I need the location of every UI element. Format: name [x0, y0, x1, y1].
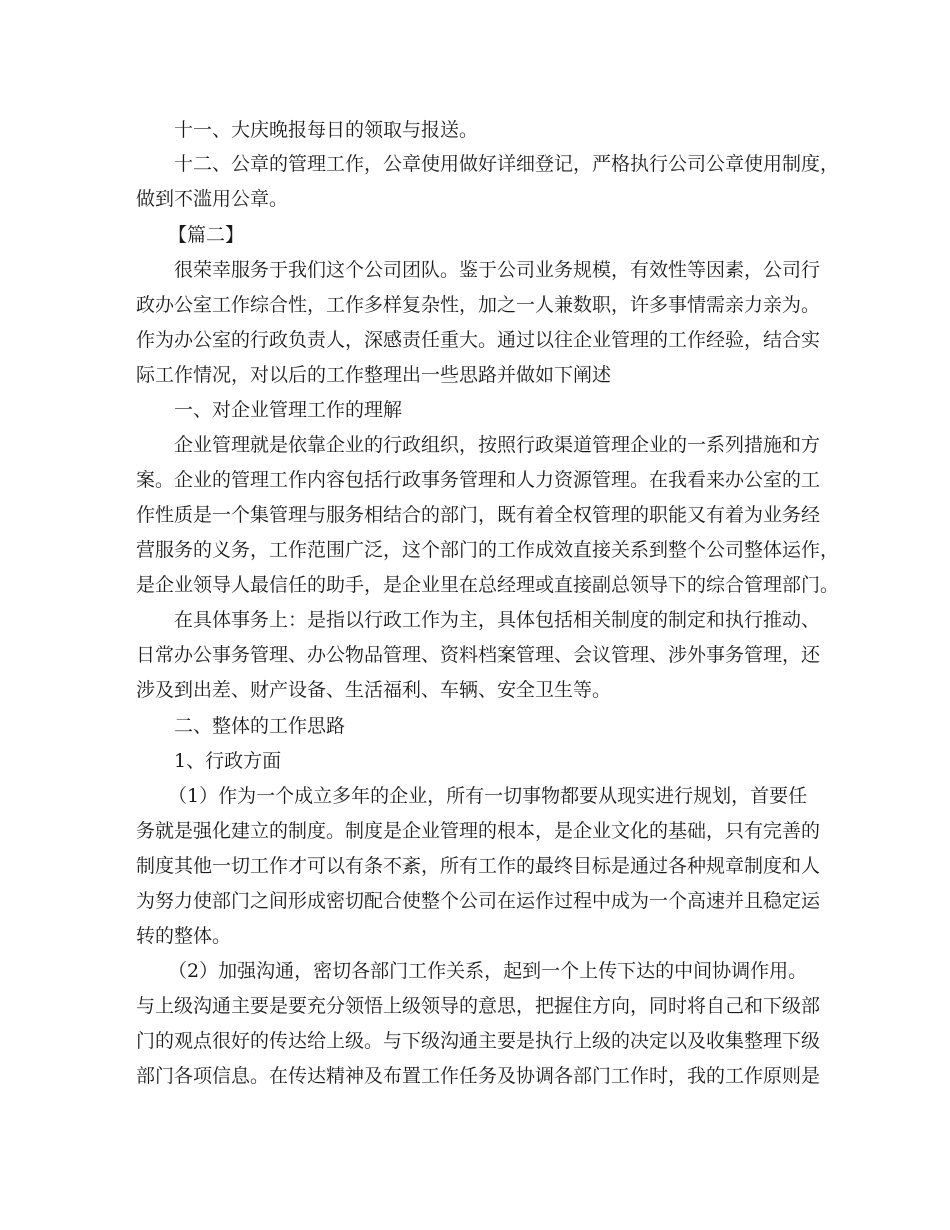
paragraph-line: 营服务的义务，工作范围广泛，这个部门的工作成效直接关系到整个公司整体运作，	[136, 539, 840, 561]
paragraph-line: 十一、大庆晚报每日的领取与报送。	[174, 119, 479, 141]
paragraph-line: 1、行政方面	[174, 750, 282, 772]
paragraph-line: 转的整体。	[136, 925, 232, 947]
paragraph-line: 作为办公室的行政负责人，深感责任重大。通过以往企业管理的工作经验，结合实	[136, 329, 821, 351]
paragraph-line: （2）加强沟通，密切各部门工作关系，起到一个上传下达的中间协调作用。	[168, 960, 808, 982]
paragraph-line: 日常办公事务管理、办公物品管理、资料档案管理、会议管理、涉外事务管理，还	[136, 644, 821, 666]
paragraph-line: 企业管理就是依靠企业的行政组织，按照行政渠道管理企业的一系列措施和方	[174, 434, 821, 456]
paragraph-line: 际工作情况，对以后的工作整理出一些思路并做如下阐述	[136, 364, 612, 386]
paragraph-line: 案。企业的管理工作内容包括行政事务管理和人力资源管理。在我看来办公室的工	[136, 469, 821, 491]
paragraph-line: 是企业领导人最信任的助手，是企业里在总经理或直接副总领导下的综合管理部门。	[136, 574, 840, 596]
paragraph-line: 门的观点很好的传达给上级。与下级沟通主要是执行上级的决定以及收集整理下级	[136, 1030, 821, 1052]
paragraph-line: 做到不滥用公章。	[136, 188, 289, 210]
paragraph-line: 二、整体的工作思路	[174, 715, 346, 737]
paragraph-line: 政办公室工作综合性，工作多样复杂性，加之一人兼数职，许多事情需亲力亲为。	[136, 294, 821, 316]
paragraph-line: 制度其他一切工作才可以有条不紊，所有工作的最终目标是通过各种规章制度和人	[136, 855, 821, 877]
paragraph-line: 十二、公章的管理工作，公章使用做好详细登记，严格执行公司公章使用制度，	[174, 153, 840, 175]
paragraph-line: 与上级沟通主要是要充分领悟上级领导的意思，把握住方向，同时将自己和下级部	[136, 995, 821, 1017]
paragraph-line: 务就是强化建立的制度。制度是企业管理的根本，是企业文化的基础，只有完善的	[136, 820, 821, 842]
paragraph-line: 一、对企业管理工作的理解	[174, 399, 403, 421]
section-heading: 【篇二】	[168, 224, 245, 246]
paragraph-line: 涉及到出差、财产设备、生活福利、车辆、安全卫生等。	[136, 679, 612, 701]
paragraph-line: 为努力使部门之间形成密切配合使整个公司在运作过程中成为一个高速并且稳定运	[136, 890, 821, 912]
paragraph-line: 部门各项信息。在传达精神及布置工作任务及协调各部门工作时，我的工作原则是	[136, 1065, 821, 1087]
paragraph-line: 很荣幸服务于我们这个公司团队。鉴于公司业务规模，有效性等因素，公司行	[174, 259, 821, 281]
paragraph-line: （1）作为一个成立多年的企业，所有一切事物都要从现实进行规划，首要任	[168, 785, 808, 807]
paragraph-line: 在具体事务上：是指以行政工作为主，具体包括相关制度的制定和执行推动、	[174, 609, 821, 631]
paragraph-line: 作性质是一个集管理与服务相结合的部门，既有着全权管理的职能又有着为业务经	[136, 504, 821, 526]
